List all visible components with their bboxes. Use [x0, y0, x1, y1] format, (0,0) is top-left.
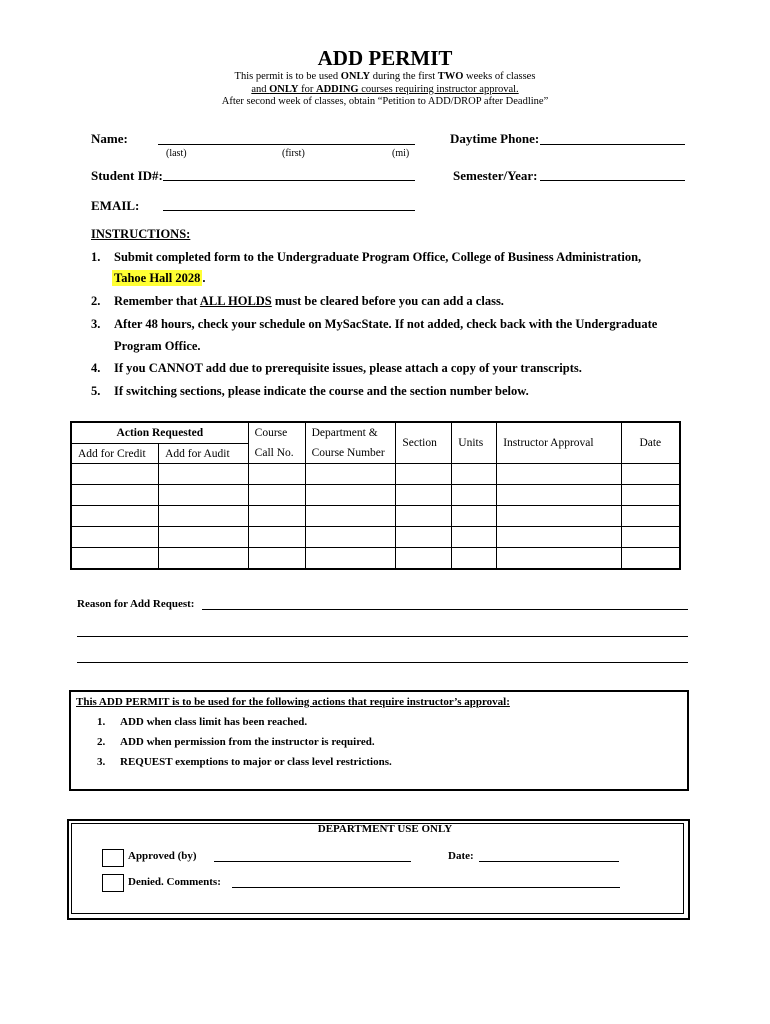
email-field[interactable]: [163, 210, 415, 211]
table-cell[interactable]: [621, 527, 680, 548]
instruction-number: 4.: [91, 361, 101, 375]
table-cell[interactable]: [452, 527, 497, 548]
table-cell[interactable]: [497, 485, 621, 506]
reason-line-3[interactable]: [77, 662, 688, 663]
name-field[interactable]: [158, 144, 415, 145]
instruction-3-line-2: Program Office.: [114, 339, 201, 353]
semester-year-label: Semester/Year:: [453, 168, 538, 183]
table-cell[interactable]: [396, 548, 452, 570]
date-field[interactable]: [479, 861, 619, 862]
table-cell[interactable]: [71, 527, 159, 548]
table-cell[interactable]: [305, 548, 396, 570]
approved-by-field[interactable]: [214, 861, 411, 862]
units-header: Units: [452, 422, 497, 464]
table-cell[interactable]: [452, 485, 497, 506]
approval-item-3: REQUEST exemptions to major or class level restrictions.: [120, 756, 392, 768]
reason-label: Reason for Add Request:: [77, 598, 195, 610]
mi-hint: (mi): [392, 148, 410, 159]
approval-item-1: ADD when class limit has been reached.: [120, 716, 308, 728]
denied-label: Denied. Comments:: [128, 876, 221, 888]
table-cell[interactable]: [396, 464, 452, 485]
page-title: ADD PERMIT: [317, 46, 453, 70]
table-cell[interactable]: [159, 485, 249, 506]
table-cell[interactable]: [71, 464, 159, 485]
table-row: [71, 548, 680, 570]
table-cell[interactable]: [396, 506, 452, 527]
department-use-inner-border: [71, 823, 684, 914]
table-cell[interactable]: [497, 548, 621, 570]
add-for-audit-header: Add for Audit: [159, 444, 249, 464]
course-number-header: Course Number: [305, 444, 396, 464]
date-label: Date:: [448, 850, 474, 862]
instruction-1-line-1: Submit completed form to the Undergraduate Program Office, College of Business Administration,: [114, 250, 642, 264]
email-label: EMAIL:: [91, 198, 140, 213]
department-use-heading: DEPARTMENT USE ONLY: [317, 823, 453, 835]
approval-item-number: 2.: [97, 736, 106, 748]
instructor-approval-header: Instructor Approval: [497, 422, 621, 464]
table-cell[interactable]: [71, 506, 159, 527]
table-cell[interactable]: [452, 464, 497, 485]
table-cell[interactable]: [71, 485, 159, 506]
daytime-phone-field[interactable]: [540, 144, 685, 145]
denied-comments-field[interactable]: [232, 887, 620, 888]
table-cell[interactable]: [452, 506, 497, 527]
approval-box-heading: This ADD PERMIT is to be used for the following actions that require instructor’s approval:: [76, 696, 510, 708]
date-header: Date: [621, 422, 680, 464]
table-cell[interactable]: [621, 548, 680, 570]
table-cell[interactable]: [497, 464, 621, 485]
table-cell[interactable]: [305, 485, 396, 506]
table-cell[interactable]: [159, 506, 249, 527]
table-cell[interactable]: [396, 527, 452, 548]
call-no-header: Call No.: [248, 444, 305, 464]
course-table: [70, 421, 681, 570]
table-row: [71, 506, 680, 527]
approval-item-number: 3.: [97, 756, 106, 768]
table-cell[interactable]: [248, 527, 305, 548]
section-header: Section: [396, 422, 452, 464]
table-row: [71, 527, 680, 548]
department-header: Department &: [305, 422, 396, 444]
header-line-1: This permit is to be used ONLY during the first TWO weeks of classes: [234, 71, 536, 82]
table-cell[interactable]: [305, 527, 396, 548]
instruction-4: If you CANNOT add due to prerequisite issues, please attach a copy of your transcripts.: [114, 361, 582, 375]
instruction-number: 2.: [91, 294, 101, 308]
table-cell[interactable]: [248, 548, 305, 570]
instruction-number: 5.: [91, 384, 101, 398]
instruction-3-line-1: After 48 hours, check your schedule on MySacState. If not added, check back with the Undergraduate: [114, 317, 658, 331]
highlighted-location: Tahoe Hall 2028: [114, 271, 201, 285]
table-cell[interactable]: [621, 485, 680, 506]
table-cell[interactable]: [248, 485, 305, 506]
course-header: Course: [248, 422, 305, 444]
denied-checkbox[interactable]: [102, 874, 124, 892]
header-line-3: After second week of classes, obtain “Petition to ADD/DROP after Deadline”: [221, 96, 549, 107]
table-cell[interactable]: [71, 548, 159, 570]
add-for-credit-header: Add for Credit: [71, 444, 159, 464]
table-cell[interactable]: [621, 464, 680, 485]
approved-checkbox[interactable]: [102, 849, 124, 867]
semester-year-field[interactable]: [540, 180, 685, 181]
instruction-5: If switching sections, please indicate the course and the section number below.: [114, 384, 529, 398]
instructions-heading: INSTRUCTIONS:: [91, 227, 191, 241]
name-label: Name:: [91, 131, 128, 146]
table-cell[interactable]: [497, 506, 621, 527]
table-cell[interactable]: [452, 548, 497, 570]
header-line-2: and ONLY for ADDING courses requiring instructor approval.: [251, 84, 519, 95]
table-cell[interactable]: [621, 506, 680, 527]
reason-field[interactable]: [202, 609, 688, 610]
approved-label: Approved (by): [128, 850, 197, 862]
first-hint: (first): [282, 148, 305, 159]
table-cell[interactable]: [159, 464, 249, 485]
table-cell[interactable]: [497, 527, 621, 548]
table-cell[interactable]: [159, 527, 249, 548]
approval-item-2: ADD when permission from the instructor is required.: [120, 736, 375, 748]
table-cell[interactable]: [305, 506, 396, 527]
table-cell[interactable]: [248, 506, 305, 527]
student-id-label: Student ID#:: [91, 168, 163, 183]
table-cell[interactable]: [305, 464, 396, 485]
instruction-1-line-2: Tahoe Hall 2028 .: [114, 271, 206, 285]
action-requested-header: Action Requested: [71, 422, 248, 444]
table-row: [71, 485, 680, 506]
approval-item-number: 1.: [97, 716, 106, 728]
instruction-number: 1.: [91, 250, 101, 264]
student-id-field[interactable]: [163, 180, 415, 181]
table-row: [71, 464, 680, 485]
last-hint: (last): [166, 148, 187, 159]
daytime-phone-label: Daytime Phone:: [450, 131, 540, 146]
instruction-2: Remember that ALL HOLDS must be cleared before you can add a class.: [114, 294, 504, 308]
table-cell[interactable]: [396, 485, 452, 506]
reason-line-2[interactable]: [77, 636, 688, 637]
instruction-number: 3.: [91, 317, 101, 331]
table-cell[interactable]: [248, 464, 305, 485]
table-cell[interactable]: [159, 548, 249, 570]
